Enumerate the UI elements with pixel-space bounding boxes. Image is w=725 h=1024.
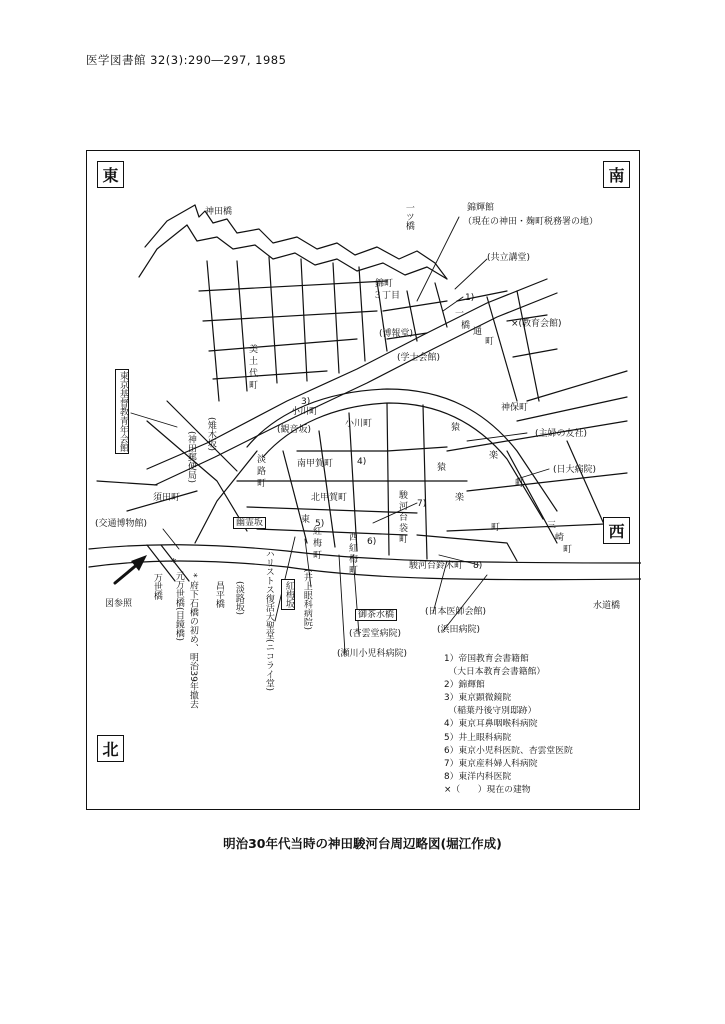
label-minami-kogacho: 南甲賀町 [297, 459, 334, 469]
leader-ymca [131, 413, 177, 427]
label-segawa: (瀬川小児科病院) [337, 649, 408, 659]
label-zusansho: 図参照 [105, 599, 133, 609]
label-saru-1: 猿 [451, 423, 461, 433]
label-awaji-3: 町 [257, 479, 267, 489]
label-koubaizaka: 紅梅坂 [281, 579, 295, 610]
label-higashi-koubai-2: 梅 [313, 539, 323, 549]
label-mitoshiro-1: 美 [249, 345, 259, 355]
label-hitotsubashi-dori-3: 通 [473, 327, 483, 337]
legend-item: 5）井上眼科病院 [444, 732, 512, 743]
label-higashi: 東 [301, 515, 311, 525]
label-nishikicho: 錦町 [375, 279, 394, 289]
label-ishikai: (日本医師会館) [425, 607, 487, 617]
label-gakushi-kaikan: (学士会館) [397, 353, 441, 363]
label-misaki-2: 崎 [555, 533, 565, 543]
legend-item: 1）帝国教育会書籍館 [444, 654, 529, 664]
label-num5: 5) [315, 519, 325, 529]
label-kanda-yubinkyoku: (神田郵便局) [185, 431, 196, 484]
label-num7: 7) [417, 499, 427, 509]
label-jimbocho: 神保町 [501, 403, 529, 413]
label-ymca: 東京基督教青年会館 [115, 369, 129, 454]
legend-item: （稲葉丹後守別邸跡） [444, 706, 537, 717]
label-inoue: (井上眼科病院) [301, 569, 312, 631]
label-awaji-1: 淡 [257, 455, 267, 465]
legend-item: 8）東洋内科医院 [444, 771, 512, 782]
label-nishi-3: 梅 [349, 555, 359, 565]
legend-item: 4）東京耳鼻咽喉科病院 [444, 719, 538, 730]
label-misaki-1: 三 [547, 521, 557, 531]
label-shufu-no-tomo: (主婦の友社) [535, 429, 588, 439]
label-manseibashi: 万世橋 [151, 573, 162, 600]
label-mitoshiro-3: 代 [249, 369, 259, 379]
label-num6: 6) [367, 537, 377, 547]
label-nichidai: (日大病院) [553, 465, 597, 475]
label-surugadai-4: 袋 [399, 524, 409, 534]
label-misaki-3: 町 [563, 545, 573, 555]
label-surugadai-5: 町 [399, 535, 409, 545]
leader-segawa [339, 555, 345, 653]
label-kyoritsu-kodo: (共立講堂) [487, 253, 531, 263]
label-shoheibashi: 昌平橋 [213, 581, 224, 608]
moat-line-3 [435, 263, 447, 279]
label-hamada: (浜田病院) [437, 625, 481, 635]
label-nishi-1: 西 [349, 533, 359, 543]
legend-item: ×（ ）現在の建物 [444, 784, 531, 795]
label-cho-2: 町 [491, 523, 501, 533]
label-ochanomizu-bashi: 御茶水橋 [355, 609, 397, 621]
label-nishi-4: 町 [349, 566, 359, 576]
label-kannonzaka: (観音坂) [277, 425, 312, 435]
label-surugadai-1: 駿 [399, 491, 409, 501]
label-star: * [171, 556, 177, 569]
label-footnote-star: * 府下石橋の初め、明治39年撤去 [187, 573, 198, 709]
legend-item: 3）東京顕微鏡院 [444, 693, 512, 704]
label-awaji-2: 路 [257, 467, 267, 477]
legend-item: （大日本教育会書籍館） [444, 667, 546, 678]
leader-nichidai [517, 469, 549, 479]
label-num1: 1) [465, 293, 475, 303]
label-hitotsubashi: 一ツ橋 [403, 203, 414, 230]
moat-line-4 [139, 225, 187, 277]
label-kijizaka: (雉木坂) [205, 417, 216, 452]
leader-kyoritsu [455, 259, 487, 289]
compass-north: 北 [97, 735, 124, 762]
moat-line-2 [187, 225, 447, 279]
leader-hamada [443, 575, 487, 631]
label-higashi-koubai-1: 紅 [313, 527, 323, 537]
figure-caption: 明治30年代当時の神田駿河台周辺略図(堀江作成) [223, 836, 502, 851]
label-surugadai-suzukicho: 駿河台鈴木町 [409, 561, 464, 571]
label-nikolai: ハリストス復活大聖堂(ニコライ堂) [263, 549, 274, 692]
label-awajizaka: (淡路坂) [233, 581, 244, 616]
label-yureizaka: 幽霊坂 [233, 517, 266, 529]
label-num4: 4) [357, 457, 367, 467]
citation-header: 医学図書館 32(3):290―297, 1985 [86, 53, 287, 67]
label-cho-1: 町 [515, 479, 525, 489]
label-mitoshiro-2: 土 [249, 357, 259, 367]
label-kanda-bashi: 神田橋 [205, 207, 233, 217]
legend-item: 2）錦輝館 [444, 680, 485, 691]
label-sanchome: ３丁目 [373, 291, 401, 301]
map-frame [86, 150, 640, 810]
legend [444, 653, 573, 797]
label-ogawamachi-b: 小川町 [345, 419, 373, 429]
label-hitotsubashi-dori-1: 一 [455, 309, 465, 319]
label-kyoiku-kaikan: ×(教育会館) [511, 319, 562, 329]
label-moto-manseibashi: 元万世橋(目鏡橋) [173, 571, 184, 642]
label-higashi-koubai-3: 町 [313, 551, 323, 561]
label-gaku-1: 楽 [489, 451, 499, 461]
compass-west: 西 [603, 517, 630, 544]
label-kinkikan-note: （現在の神田・麹町税務署の地） [463, 217, 599, 227]
label-surugadai-2: 河 [399, 502, 409, 512]
label-nishi-2: 紅 [349, 544, 359, 554]
label-gaku-2: 楽 [455, 493, 465, 503]
label-kinkikan: 錦輝館 [467, 203, 495, 213]
legend-item: 7）東京産科婦人科病院 [444, 758, 538, 769]
label-kyounkado: (杏雲堂病院) [349, 629, 402, 639]
label-saru-2: 猿 [437, 463, 447, 473]
label-surugadai-3: 台 [399, 513, 409, 523]
label-hakuhodo: (博報堂) [379, 329, 414, 339]
label-ogawamachi-a: 小川町 [291, 407, 319, 417]
label-mitoshiro-4: 町 [249, 381, 259, 391]
compass-east: 東 [97, 161, 124, 188]
label-hitotsubashi-dori-4: 町 [485, 337, 495, 347]
leader-kotsu [163, 529, 179, 549]
leader-kinkikan [417, 217, 459, 301]
compass-south: 南 [603, 161, 630, 188]
label-suidobashi: 水道橋 [593, 601, 621, 611]
label-num3: 3) [301, 397, 311, 407]
label-sudacho: 須田町 [153, 493, 181, 503]
legend-item: 6）東京小児科医院、杏雲堂医院 [444, 745, 573, 756]
label-kita-kogacho: 北甲賀町 [311, 493, 348, 503]
label-kotsu-hakubutsukan: (交通博物館) [95, 519, 148, 529]
label-num8: 8) [473, 561, 483, 571]
label-hitotsubashi-dori-2: 橋 [461, 321, 471, 331]
leader-shufu [467, 433, 527, 441]
